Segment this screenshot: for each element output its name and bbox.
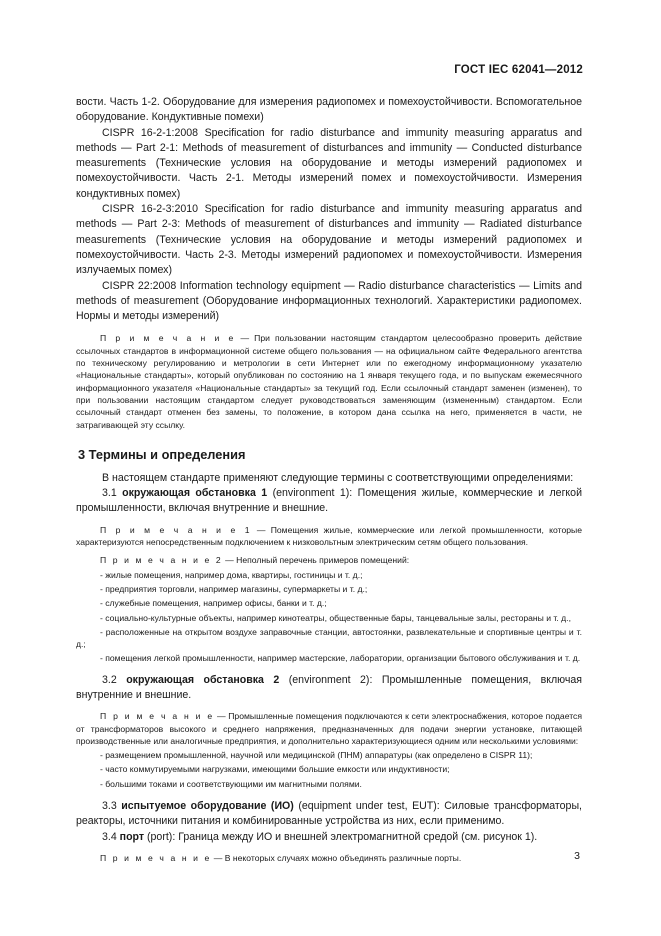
section-intro: В настоящем стандарте применяют следующие термины с соответствующими определениями: [102, 471, 574, 484]
term-3-4: 3.4 порт (port): Граница между ИО и внешней электромагнитной средой (см. рисунок 1). [102, 830, 538, 843]
reference-cispr-16-2-3: CISPR 16-2-3:2010 Specification for radio disturbance and immunity measuring apparatus and methods — Part 2-3: Methods of measurement of disturbances and immunity — Radiated disturbance measurements (Технические условия на оборудование и методы измерений радиопомех и помехоустойчивости. Часть 2-3. Методы измерений радиопомех и помехоустойчивости. Измерения излучаемых помех) [76, 203, 582, 277]
section-title: 3 Термины и определения [78, 446, 246, 462]
term-name: окружающая обстановка 1 [122, 487, 268, 500]
note-3-1-2: П р и м е ч а н и е 2 — Неполный перечень примеров помещений: [100, 555, 410, 566]
reference-cispr-16-2-1: CISPR 16-2-1:2008 Specification for radio disturbance and immunity measuring apparatus and methods — Part 2-1: Methods of measurement of disturbances and immunity — Conducted disturbance measurements (Технические условия на оборудование и методы измерений радиопомех и помехоустойчивости. Часть 2-1. Методы измерений помех и помехоустойчивости. Измерения кондуктивных помех) [76, 126, 582, 200]
list-item: - социально-культурные объекты, например кинотеатры, общественные бары, танцевальные залы, рестораны и т. д., [100, 612, 571, 623]
reference-continuation: вости. Часть 1-2. Оборудование для измерения радиопомех и помехоустойчивости. Вспомогательное оборудование. Кондуктивные помехи) [76, 96, 582, 124]
list-item: - часто коммутируемыми нагрузками, имеющими большие емкости или индуктивности; [100, 764, 450, 775]
note-label: П р и м е ч а н и е [100, 333, 236, 344]
page-number: 3 [574, 850, 580, 862]
note-3-2: П р и м е ч а н и е — Промышленные помещения подключаются к сети электроснабжения, которое подается от трансформаторов высокого и среднего напряжения, предназначенных для подачи энергии установке, питающей производственные или аналогичные предприятия, и дополнительно характеризующиеся одним или несколькими условиями: [76, 711, 582, 746]
list-item: - предприятия торговли, например магазины, супермаркеты и т. д.; [100, 583, 368, 594]
note-text: — При пользовании настоящим стандартом целесообразно проверить действие ссылочных стандартов в информационной системе общего пользования — на официальном сайте Федерального агентства по техническому регулированию и метрологии в сети Интернет или по ежегодному информационному указателю «Национальные стандарты», который опубликован по состоянию на 1 января текущего года, и по выпускам ежемесячного информационного указателя «Национальные стандарты» за текущий год. Если ссылочный стандарт заменен (изменен), то при пользовании настоящим стандартом следует руководствоваться заменяющим (измененным) стандартом. Если ссылочный стандарт отменен без замены, то положение, в котором дана ссылка на него, применяется в части, не затрагивающей эту ссылку. [76, 333, 582, 430]
note-references [76, 332, 582, 430]
note-3-4: П р и м е ч а н и е — В некоторых случаях можно объединять различные порты. [100, 852, 462, 863]
list-item: - большими токами и соответствующими им магнитными полями. [100, 778, 362, 789]
standard-header: ГОСТ IEC 62041—2012 [454, 64, 583, 76]
term-3-1: 3.1 окружающая обстановка 1 (environment 1): Помещения жилые, коммерческие и легкой промышленности, включая внутренние и внешние. [76, 487, 582, 515]
reference-cispr-22: CISPR 22:2008 Information technology equipment — Radio disturbance characteristics — Limits and methods of measurement (Оборудование информационных технологий. Характеристики радиопомех. Нормы и методы измерений) [76, 279, 582, 323]
term-name: окружающая обстановка 2 [126, 673, 280, 686]
term-name: порт [119, 830, 145, 843]
list-item: - служебные помещения, например офисы, банки и т. д.; [100, 598, 327, 609]
term-3-3: 3.3 испытуемое оборудование (ИО) (equipment under test, EUT): Силовые трансформаторы, реакторы, источники питания и комбинированные устройства из них, если применимо. [76, 800, 583, 828]
term-name: испытуемое оборудование (ИО) [121, 800, 294, 813]
note-label: П р и м е ч а н и е [100, 852, 212, 863]
note-label: П р и м е ч а н и е [100, 711, 215, 722]
term-3-2: 3.2 окружающая обстановка 2 (environment 2): Промышленные помещения, включая внутренние и внешние. [76, 673, 583, 701]
note-label: П р и м е ч а н и е 1 [100, 524, 252, 535]
list-item: - размещением промышленной, научной или медицинской (ПНМ) аппаратуры (как определено в CISPR 11); [100, 750, 533, 761]
note-label: П р и м е ч а н и е 2 [100, 555, 223, 566]
note-3-1-1: П р и м е ч а н и е 1 — Помещения жилые, коммерческие или легкой промышленности, которые характеризуются непосредственным подключением к низковольтным электрическим сетям общего пользования. [76, 524, 582, 548]
list-item: - расположенные на открытом воздухе заправочные станции, автостоянки, развлекательные и спортивные центры и т. д.; [76, 626, 582, 650]
page-content [76, 95, 582, 864]
list-item: - жилые помещения, например дома, квартиры, гостиницы и т. д.; [100, 569, 363, 580]
list-item: - помещения легкой промышленности, например мастерские, лаборатории, организации бытового обслуживания и т. д. [100, 653, 581, 664]
